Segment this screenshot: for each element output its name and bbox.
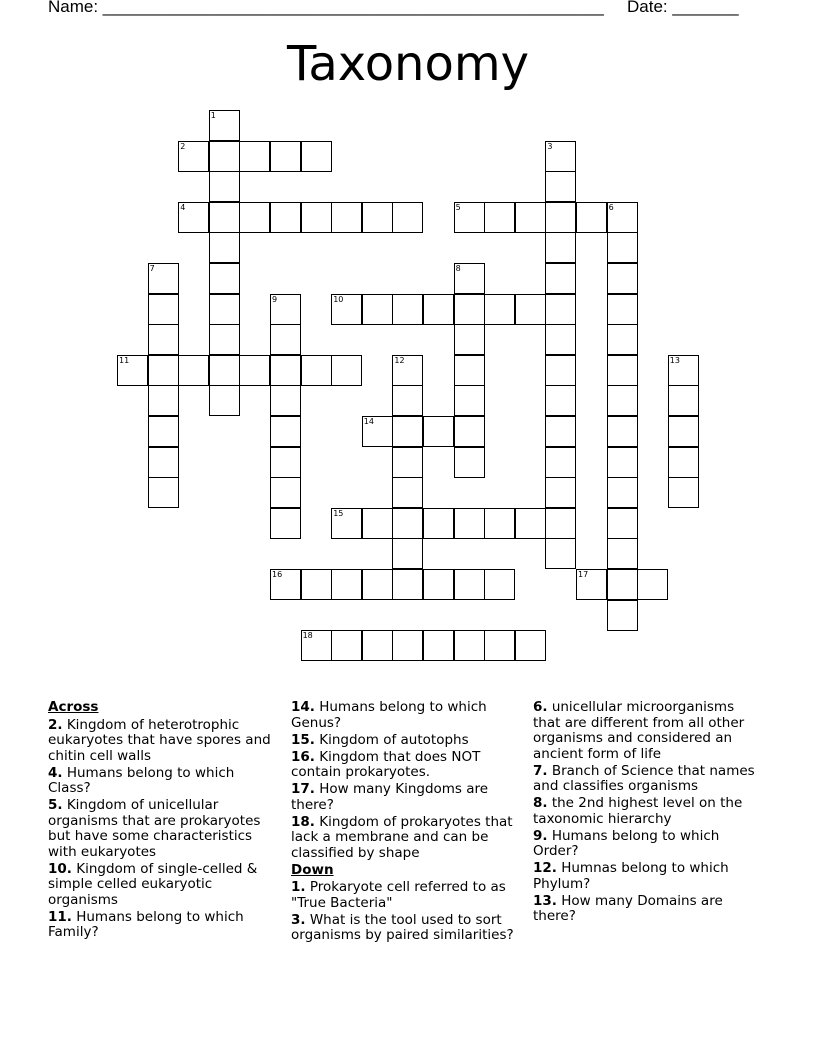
grid-cell[interactable] xyxy=(545,538,576,569)
grid-cell[interactable] xyxy=(270,385,301,416)
grid-cell[interactable] xyxy=(545,263,576,294)
grid-cell[interactable] xyxy=(668,385,699,416)
grid-cell[interactable] xyxy=(209,355,240,386)
grid-cell[interactable] xyxy=(392,447,423,478)
grid-cell[interactable] xyxy=(209,171,240,202)
clue-number: 18 xyxy=(302,631,313,641)
grid-cell[interactable] xyxy=(209,263,240,294)
grid-cell[interactable] xyxy=(423,508,454,539)
grid-cell[interactable] xyxy=(607,447,638,478)
grid-cell[interactable] xyxy=(607,263,638,294)
clue-number-label: 14. xyxy=(291,699,315,715)
clue-number-label: 2. xyxy=(48,716,63,733)
grid-cell[interactable] xyxy=(454,569,485,600)
clue-number-label: 5. xyxy=(48,797,63,813)
clue-number-label: 3. xyxy=(291,911,306,928)
grid-cell[interactable] xyxy=(331,202,362,233)
grid-cell[interactable] xyxy=(607,202,638,233)
clue-item xyxy=(291,913,523,944)
clue-number-label: 12. xyxy=(533,860,557,876)
grid-cell[interactable] xyxy=(239,355,270,386)
clue-number: 13 xyxy=(669,355,680,365)
grid-cell[interactable] xyxy=(454,416,485,447)
grid-cell[interactable] xyxy=(423,569,454,600)
grid-cell[interactable] xyxy=(484,202,515,233)
clue-number: 7 xyxy=(149,264,155,273)
clue-number: 3 xyxy=(547,141,553,151)
clue-item xyxy=(291,782,523,813)
grid-cell[interactable] xyxy=(545,202,576,233)
clue-number: 6 xyxy=(608,202,614,212)
grid-cell[interactable] xyxy=(392,202,423,233)
grid-cell[interactable] xyxy=(209,324,240,355)
clue-number-label: 13. xyxy=(533,892,557,909)
clue-item xyxy=(48,862,280,909)
clue-text: How many Domains are there? xyxy=(533,892,723,924)
clue-text: Branch of Science that names and classifies organisms xyxy=(533,762,755,794)
clue-text: What is the tool used to sort organisms by paired similarities? xyxy=(291,911,514,943)
clue-text: Humans belong to which Order? xyxy=(533,827,720,859)
clue-item xyxy=(48,718,280,765)
grid-cell[interactable] xyxy=(178,141,209,172)
grid-cell[interactable] xyxy=(637,569,668,600)
grid-cell[interactable] xyxy=(117,355,148,386)
grid-cell[interactable] xyxy=(301,141,332,172)
clue-text: Kingdom that does NOT contain prokaryotes. xyxy=(291,748,481,780)
clue-number-label: 10. xyxy=(48,860,72,877)
clue-number: 16 xyxy=(272,570,283,579)
grid-cell[interactable] xyxy=(607,477,638,508)
clue-number: 4 xyxy=(180,202,186,212)
grid-cell[interactable] xyxy=(331,355,362,386)
grid-cell[interactable] xyxy=(392,630,423,661)
clue-text: the 2nd highest level on the taxonomic hierarchy xyxy=(533,795,743,827)
grid-cell[interactable] xyxy=(515,202,546,233)
clue-item xyxy=(533,764,765,795)
grid-cell[interactable] xyxy=(668,477,699,508)
grid-cell[interactable] xyxy=(454,355,485,386)
clue-number-label: 8. xyxy=(533,795,548,811)
grid-cell[interactable] xyxy=(545,171,576,202)
grid-cell[interactable] xyxy=(454,447,485,478)
grid-cell[interactable] xyxy=(178,202,209,233)
clue-number-label: 1. xyxy=(291,879,306,895)
grid-cell[interactable] xyxy=(515,294,546,325)
grid-cell[interactable] xyxy=(270,202,301,233)
grid-cell[interactable] xyxy=(362,508,393,539)
clue-number: 11 xyxy=(119,355,130,365)
clue-number: 15 xyxy=(333,508,344,518)
clue-item xyxy=(291,880,523,911)
grid-cell[interactable] xyxy=(270,416,301,447)
clue-item xyxy=(533,700,765,762)
grid-cell[interactable] xyxy=(454,294,485,325)
grid-cell[interactable] xyxy=(301,355,332,386)
clue-text: Prokaryote cell referred to as "True Bacteria" xyxy=(291,879,506,911)
date-line[interactable]: _______ xyxy=(672,0,739,16)
grid-cell[interactable] xyxy=(270,447,301,478)
grid-cell[interactable] xyxy=(607,600,638,631)
grid-cell[interactable] xyxy=(515,630,546,661)
grid-cell[interactable] xyxy=(392,416,423,447)
grid-cell[interactable] xyxy=(423,630,454,661)
grid-cell[interactable] xyxy=(454,202,485,233)
grid-cell[interactable] xyxy=(576,569,607,600)
grid-cell[interactable] xyxy=(454,385,485,416)
grid-cell[interactable] xyxy=(148,324,179,355)
grid-cell[interactable] xyxy=(392,569,423,600)
grid-cell[interactable] xyxy=(148,355,179,386)
grid-cell[interactable] xyxy=(545,355,576,386)
grid-cell[interactable] xyxy=(270,355,301,386)
grid-cell[interactable] xyxy=(209,294,240,325)
down-heading: Down xyxy=(291,861,334,878)
grid-cell[interactable] xyxy=(148,477,179,508)
grid-cell[interactable] xyxy=(545,141,576,172)
clue-text: Kingdom of single-celled & simple celled eukaryotic organisms xyxy=(48,860,258,908)
grid-cell[interactable] xyxy=(209,202,240,233)
clue-number-label: 16. xyxy=(291,748,315,765)
clue-item xyxy=(48,910,280,941)
grid-cell[interactable] xyxy=(392,385,423,416)
grid-cell[interactable] xyxy=(545,232,576,263)
grid-cell[interactable] xyxy=(545,447,576,478)
grid-cell[interactable] xyxy=(607,294,638,325)
clue-number: 10 xyxy=(333,294,344,304)
clue-text: Kingdom of unicellular organisms that are prokaryotes but have some characteristics with eukaryotes xyxy=(48,797,261,860)
grid-cell[interactable] xyxy=(362,569,393,600)
grid-cell[interactable] xyxy=(362,630,393,661)
name-line[interactable]: _____________________________________________________ xyxy=(102,0,604,16)
grid-cell[interactable] xyxy=(301,630,332,661)
grid-cell[interactable] xyxy=(576,202,607,233)
grid-cell[interactable] xyxy=(148,263,179,294)
clue-column-3 xyxy=(533,700,765,926)
clue-number-label: 17. xyxy=(291,781,315,797)
clue-number-label: 7. xyxy=(533,762,548,779)
clue-text: Humans belong to which Genus? xyxy=(291,699,487,731)
grid-cell[interactable] xyxy=(607,569,638,600)
grid-cell[interactable] xyxy=(362,294,393,325)
grid-cell[interactable] xyxy=(392,355,423,386)
grid-cell[interactable] xyxy=(392,477,423,508)
grid-cell[interactable] xyxy=(545,508,576,539)
grid-cell[interactable] xyxy=(239,202,270,233)
grid-cell[interactable] xyxy=(545,416,576,447)
grid-cell[interactable] xyxy=(270,141,301,172)
grid-cell[interactable] xyxy=(392,538,423,569)
page-title: Taxonomy xyxy=(286,36,530,92)
clue-number-label: 11. xyxy=(48,908,72,925)
clue-number: 1 xyxy=(210,111,216,120)
grid-cell[interactable] xyxy=(148,416,179,447)
clue-item xyxy=(291,750,523,781)
grid-cell[interactable] xyxy=(362,202,393,233)
grid-cell[interactable] xyxy=(392,294,423,325)
clue-text: Kingdom of autotophs xyxy=(314,731,469,748)
grid-cell[interactable] xyxy=(454,508,485,539)
grid-cell[interactable] xyxy=(545,324,576,355)
clue-column-1 xyxy=(48,700,280,942)
clue-number-label: 4. xyxy=(48,764,63,781)
grid-cell[interactable] xyxy=(270,508,301,539)
grid-cell[interactable] xyxy=(209,385,240,416)
name-label: Name: xyxy=(48,0,103,16)
clue-number: 5 xyxy=(455,202,461,212)
grid-cell[interactable] xyxy=(545,294,576,325)
clue-text: Kingdom of heterotrophic eukaryotes that have spores and chitin cell walls xyxy=(48,716,271,764)
clue-number: 2 xyxy=(180,141,186,151)
grid-cell[interactable] xyxy=(331,569,362,600)
grid-cell[interactable] xyxy=(668,416,699,447)
grid-cell[interactable] xyxy=(331,508,362,539)
grid-cell[interactable] xyxy=(545,385,576,416)
grid-cell[interactable] xyxy=(331,294,362,325)
grid-cell[interactable] xyxy=(270,294,301,325)
grid-cell[interactable] xyxy=(607,232,638,263)
clue-number: 12 xyxy=(394,355,405,365)
clue-item xyxy=(533,894,765,925)
grid-cell[interactable] xyxy=(362,416,393,447)
grid-cell[interactable] xyxy=(209,110,240,141)
grid-cell[interactable] xyxy=(270,477,301,508)
grid-cell[interactable] xyxy=(607,385,638,416)
grid-cell[interactable] xyxy=(270,569,301,600)
grid-cell[interactable] xyxy=(148,385,179,416)
clue-text: unicellular microorganisms that are different from all other organisms and considered an ancient form of life xyxy=(533,699,745,762)
clue-number-label: 6. xyxy=(533,699,548,715)
grid-cell[interactable] xyxy=(454,630,485,661)
grid-cell[interactable] xyxy=(545,477,576,508)
grid-cell[interactable] xyxy=(454,263,485,294)
clue-number-label: 15. xyxy=(291,731,315,748)
grid-cell[interactable] xyxy=(301,202,332,233)
clue-item xyxy=(533,861,765,892)
grid-cell[interactable] xyxy=(668,355,699,386)
grid-cell[interactable] xyxy=(270,324,301,355)
grid-cell[interactable] xyxy=(515,508,546,539)
grid-cell[interactable] xyxy=(484,508,515,539)
clue-text: Humans belong to which Family? xyxy=(48,908,244,940)
clue-number: 8 xyxy=(455,264,461,273)
grid-cell[interactable] xyxy=(607,508,638,539)
clue-item xyxy=(291,700,523,731)
grid-cell[interactable] xyxy=(148,294,179,325)
grid-cell[interactable] xyxy=(239,141,270,172)
clue-item xyxy=(533,796,765,827)
grid-cell[interactable] xyxy=(454,324,485,355)
clue-item xyxy=(533,829,765,860)
grid-cell[interactable] xyxy=(301,569,332,600)
grid-cell[interactable] xyxy=(148,447,179,478)
clue-text: Kingdom of prokaryotes that lack a membrane and can be classified by shape xyxy=(291,813,513,861)
clue-number: 9 xyxy=(272,294,278,304)
clue-item xyxy=(48,798,280,860)
grid-cell[interactable] xyxy=(607,355,638,386)
clue-number: 14 xyxy=(363,417,374,426)
grid-cell[interactable] xyxy=(423,416,454,447)
grid-cell[interactable] xyxy=(209,232,240,263)
grid-cell[interactable] xyxy=(392,508,423,539)
grid-cell[interactable] xyxy=(209,141,240,172)
date-label: Date: xyxy=(627,0,673,16)
grid-cell[interactable] xyxy=(178,355,209,386)
grid-cell[interactable] xyxy=(423,294,454,325)
clue-number: 17 xyxy=(578,570,589,579)
clue-item xyxy=(291,815,523,862)
grid-cell[interactable] xyxy=(484,569,515,600)
clue-number-label: 18. xyxy=(291,813,315,830)
grid-cell[interactable] xyxy=(484,630,515,661)
clue-item xyxy=(291,733,523,749)
grid-cell[interactable] xyxy=(484,294,515,325)
clue-number-label: 9. xyxy=(533,827,548,844)
grid-cell[interactable] xyxy=(607,538,638,569)
across-heading: Across xyxy=(48,699,99,715)
clue-column-2 xyxy=(291,700,523,945)
clue-item xyxy=(48,766,280,797)
grid-cell[interactable] xyxy=(331,630,362,661)
clue-text: How many Kingdoms are there? xyxy=(291,781,489,813)
grid-cell[interactable] xyxy=(668,447,699,478)
grid-cell[interactable] xyxy=(607,416,638,447)
clue-text: Humnas belong to which Phylum? xyxy=(533,860,729,892)
grid-cell[interactable] xyxy=(607,324,638,355)
clue-text: Humans belong to which Class? xyxy=(48,764,235,796)
